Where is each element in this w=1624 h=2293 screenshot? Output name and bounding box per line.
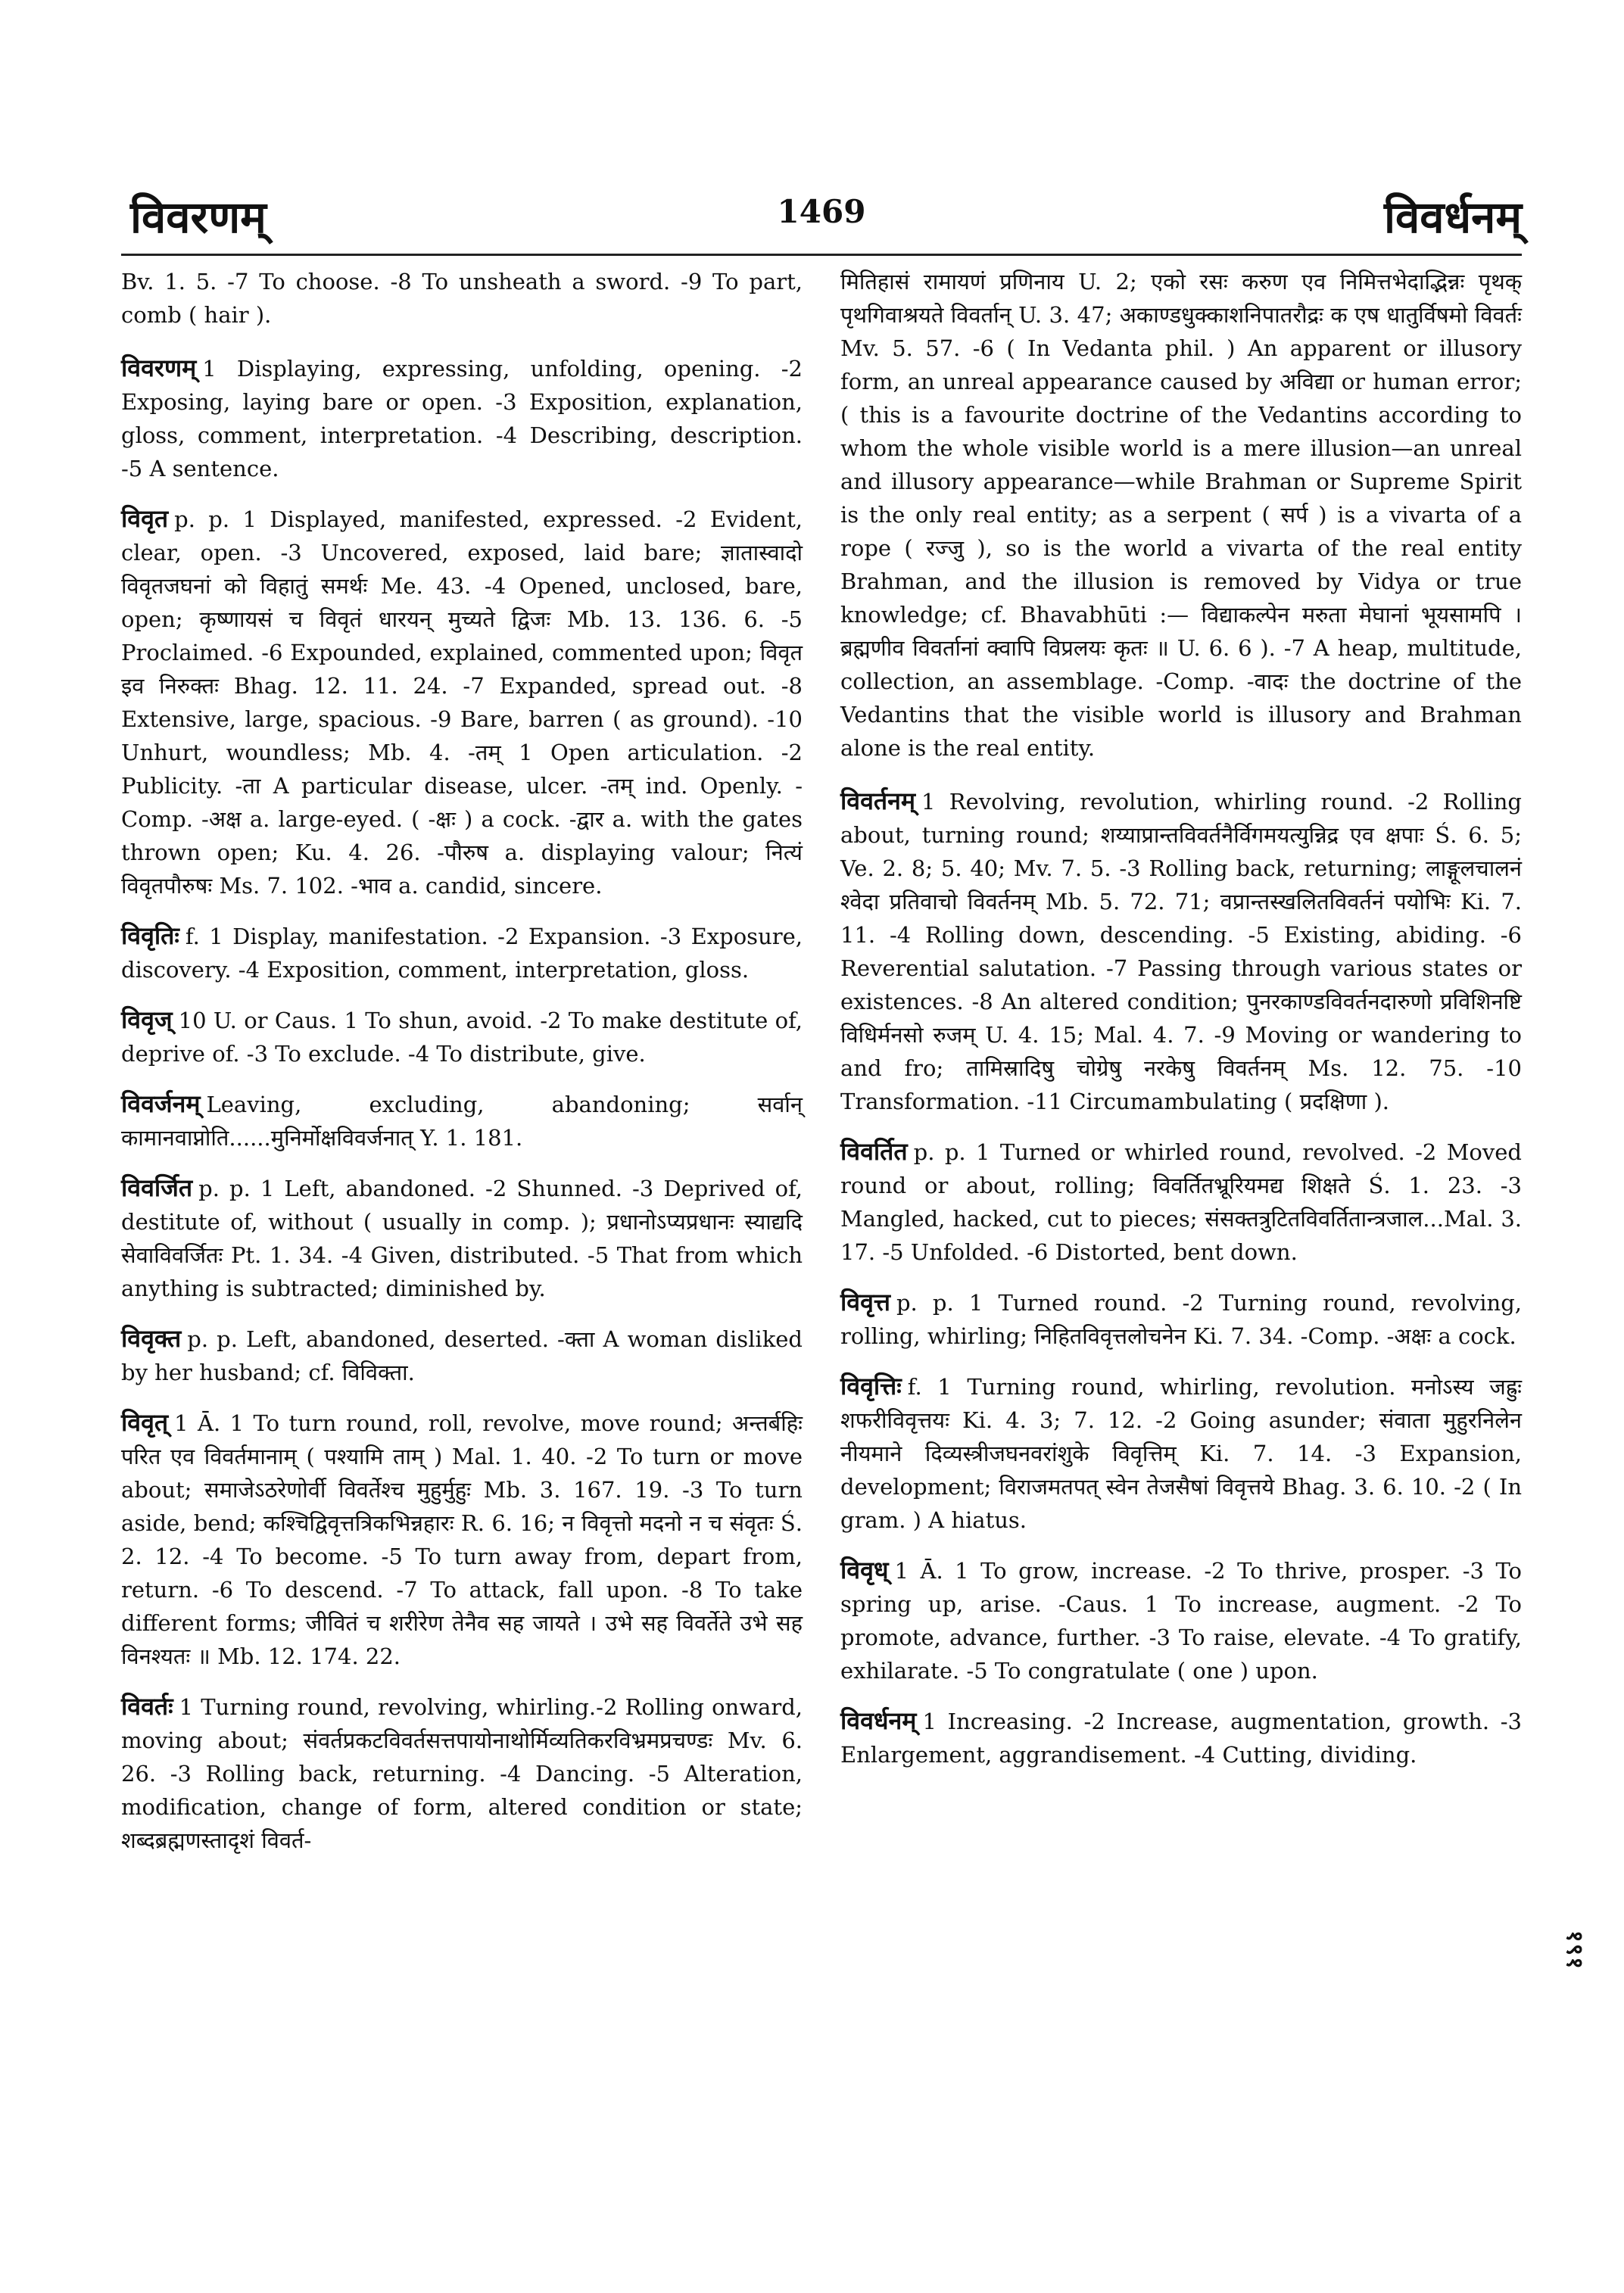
- entry-text: मितिहासं रामायणं प्रणिनाय U. 2; एको रसः करुण एव निमित्तभेदाद्भिन्नः पृथक् पृथगिवाश्रयते विवर्तान् U. 3. 47; अकाण्डधुक्काशनिपातरौद्रः क एष धातुर्विषमो विवर्तः Mv. 5. 57. -6 ( In Vedanta phil. ) An apparent or illusory form, an unreal appearance caused by अविद्या or human error; ( this is a favourite doctrine of the Vedantins according to whom the whole visible world is a mere illusion—an unreal and illusory appearance—while Brahman or Supreme Spirit is the only real entity; as a serpent ( सर्प ) is a vivarta of a rope ( रज्जु ), so is the world a vivarta of the real entity Brahman, and the illusion is removed by Vidya or true knowledge; cf. Bhavabhūti :— विद्याकल्पेन मरुता मेघानां भूयसामपि । ब्रह्मणीव विवर्तानां क्वापि विप्रलयः कृतः ॥ U. 6. 6 ). -7 A heap, multitude, collection, an assemblage. -Comp. -वादः the doctrine of the Vedantins that the visible world is illusory and Brahman alone is the real entity.: [840, 269, 1522, 761]
- left-column: [121, 265, 803, 1874]
- entry-text: p. p. 1 Left, abandoned. -2 Shunned. -3 Deprived of, destitute of, without ( usually in comp. ); प्रधानोऽप्यप्रधानः स्याद्यदि सेवाविवर्जितः Pt. 1. 34. -4 Given, distributed. -5 That from which anything is subtracted; diminished by.: [121, 1176, 803, 1301]
- dictionary-entry: [121, 1322, 803, 1389]
- dictionary-entry: [840, 1553, 1522, 1687]
- entry-text: 1 Turning round, revolving, whirling.-2 Rolling onward, moving about; संवर्तप्रकटविवर्तसत्तपायोनाथोर्मिव्यतिकरविभ्रमप्रचण्डः Mv. 6. 26. -3 Rolling back, returning. -4 Dancing. -5 Alteration, modification, change of form, altered condition or state; शब्दब्रह्मणस्तादृशं विवर्त-: [121, 1694, 803, 1853]
- entry-headword: विवृक्त: [121, 1324, 182, 1353]
- entry-text: 1 Increasing. -2 Increase, augmentation, growth. -3 Enlargement, aggrandisement. -4 Cutting, dividing.: [840, 1709, 1522, 1768]
- dictionary-entry: [121, 502, 803, 902]
- entry-headword: विवर्तः: [121, 1692, 173, 1721]
- entry-headword: विवर्जनम्: [121, 1089, 201, 1118]
- dictionary-entry: [121, 351, 803, 485]
- entry-text: p. p. 1 Turned round. -2 Turning round, revolving, rolling, whirling; निहितविवृत्तलोचनेन Ki. 7. 34. -Comp. -अक्षः a cock.: [840, 1290, 1522, 1349]
- header-left-guideword: विवरणम्: [130, 192, 267, 243]
- entry-headword: विवर्तनम्: [840, 787, 916, 815]
- entry-headword: विवृज्: [121, 1005, 173, 1034]
- entry-text: 1 Ā. 1 To turn round, roll, revolve, move round; अन्तर्बहिः परित एव विवर्तमानाम् ( पश्यामि ताम् ) Mal. 1. 40. -2 To turn or move about; समाजेऽठरेणोर्वी विवर्तेश्च मुहुर्मुहुः Mb. 3. 167. 19. -3 To turn aside, bend; कश्चिद्विवृत्तत्रिकभिन्नहारः R. 6. 16; न विवृत्तो मदनो न च संवृतः Ś. 2. 12. -4 To become. -5 To turn away from, depart from, return. -6 To descend. -7 To attack, fall upon. -8 To take different forms; जीवितं च शरीरेण तेनैव सह जायते । उभे सह विवर्तेते उभे सह विनश्यतः ॥ Mb. 12. 174. 22.: [121, 1410, 803, 1669]
- dictionary-entry: [121, 1406, 803, 1673]
- entry-headword: विवृत्तिः: [840, 1372, 902, 1400]
- entry-text: Leaving, excluding, abandoning; सर्वान् कामानवाप्नोति......मुनिर्मोक्षविवर्जनात् Y. 1. 181.: [121, 1092, 803, 1151]
- dictionary-entry: [121, 1171, 803, 1305]
- entry-headword: विवर्धनम्: [840, 1706, 917, 1735]
- entry-headword: विवृध्: [840, 1556, 889, 1584]
- entry-headword: विवृत्त: [840, 1288, 890, 1316]
- entry-headword: विवृत: [121, 504, 169, 533]
- right-column: [840, 265, 1522, 1788]
- dictionary-entry: [121, 1087, 803, 1154]
- dictionary-entry: [121, 1690, 803, 1857]
- entry-text: 1 Revolving, revolution, whirling round. -2 Rolling about, turning round; शय्याप्रान्तविवर्तनैर्विगमयत्युन्निद्र एव क्षपाः Ś. 6. 5; Ve. 2. 8; 5. 40; Mv. 7. 5. -3 Rolling back, returning; लाङ्गूलचालनं श्वेदा प्रतिवाचो विवर्तनम् Mb. 5. 72. 71; वप्रान्तस्खलितविवर्तनं पयोभिः Ki. 7. 11. -4 Rolling down, descending. -5 Existing, abiding. -6 Reverential salutation. -7 Passing through various states or existences. -8 An altered condition; पुनरकाण्डविवर्तनदारुणो प्रविशिनष्टि विधिर्मनसो रुजम् U. 4. 15; Mal. 4. 7. -9 Moving or wandering to and fro; तामिस्रादिषु चोग्रेषु नरकेषु विवर्तनम् Ms. 12. 75. -10 Transformation. -11 Circumambulating ( प्रदक्षिणा ).: [840, 789, 1522, 1114]
- entry-text: p. p. 1 Turned or whirled round, revolved. -2 Moved round or about, rolling; विवर्तितभ्रूरियमद्य शिक्षते Ś. 1. 23. -3 Mangled, hacked, cut to pieces; संसक्तत्रुटितविवर्तितान्त्रजाल...Mal. 3. 17. -5 Unfolded. -6 Distorted, bent down.: [840, 1139, 1522, 1265]
- header-right-guideword: विवर्धनम्: [1383, 192, 1522, 243]
- entry-headword: विवृतिः: [121, 921, 179, 950]
- dictionary-entry: [840, 265, 1522, 765]
- entry-text: 1 Ā. 1 To grow, increase. -2 To thrive, prosper. -3 To spring up, arise. -Caus. 1 To increase, augment. -2 To promote, advance, further. -3 To raise, elevate. -4 To gratify, exhilarate. -5 To congratulate ( one ) upon.: [840, 1558, 1522, 1684]
- side-section-mark: १९१: [1561, 1930, 1588, 1971]
- dictionary-entry: [840, 784, 1522, 1118]
- dictionary-entry: [840, 1285, 1522, 1353]
- entry-text: f. 1 Turning round, whirling, revolution. मनोऽस्य जह्रुः शफरीविवृत्तयः Ki. 4. 3; 7. 12. -2 Going asunder; संवाता मुहुरनिलेन नीयमाने दिव्यस्त्रीजघनवरांशुके विवृत्तिम् Ki. 7. 14. -3 Expansion, development; विराजमतपत् स्वेन तेजसैषां विवृत्तये Bhag. 3. 6. 10. -2 ( In gram. ) A hiatus.: [840, 1374, 1522, 1533]
- dictionary-entry: [121, 265, 803, 332]
- dictionary-entry: [121, 1003, 803, 1070]
- entry-text: 1 Displaying, expressing, unfolding, opening. -2 Exposing, laying bare or open. -3 Exposition, explanation, gloss, comment, interpretation. -4 Describing, description. -5 A sentence.: [121, 356, 803, 481]
- entry-text: p. p. Left, abandoned, deserted. -क्ता A woman disliked by her husband; cf. विविक्ता.: [121, 1326, 803, 1385]
- entry-headword: विवर्जित: [121, 1173, 193, 1202]
- entry-headword: विवर्तित: [840, 1137, 908, 1166]
- entry-text: Bv. 1. 5. -7 To choose. -8 To unsheath a sword. -9 To part, comb ( hair ).: [121, 269, 803, 328]
- entry-text: 10 U. or Caus. 1 To shun, avoid. -2 To make destitute of, deprive of. -3 To exclude. -4 To distribute, give.: [121, 1008, 803, 1067]
- dictionary-entry: [840, 1369, 1522, 1537]
- entry-text: p. p. 1 Displayed, manifested, expressed. -2 Evident, clear, open. -3 Uncovered, exposed, laid bare; ज्ञातास्वादो विवृतजघनां को विहातुं समर्थः Me. 43. -4 Opened, unclosed, bare, open; कृष्णायसं च विवृतं धारयन् मुच्यते द्विजः Mb. 13. 136. 6. -5 Proclaimed. -6 Expounded, explained, commented upon; विवृत इव निरुक्तः Bhag. 12. 11. 24. -7 Expanded, spread out. -8 Extensive, large, spacious. -9 Bare, barren ( as ground). -10 Unhurt, woundless; Mb. 4. -तम् 1 Open articulation. -2 Publicity. -ता A particular disease, ulcer. -तम् ind. Openly. -Comp. -अक्ष a. large-eyed. ( -क्षः ) a cock. -द्वार a. with the gates thrown open; Ku. 4. 26. -पौरुष a. displaying valour; नित्यं विवृतपौरुषः Ms. 7. 102. -भाव a. candid, sincere.: [121, 506, 803, 899]
- entry-headword: विवृत्: [121, 1408, 169, 1437]
- page-header: [121, 163, 1522, 256]
- page-number: 1469: [777, 193, 866, 230]
- entry-text: f. 1 Display, manifestation. -2 Expansion. -3 Exposure, discovery. -4 Exposition, comment, interpretation, gloss.: [121, 924, 803, 983]
- dictionary-entry: [121, 919, 803, 986]
- entry-headword: विवरणम्: [121, 354, 197, 382]
- dictionary-entry: [840, 1135, 1522, 1269]
- dictionary-entry: [840, 1704, 1522, 1771]
